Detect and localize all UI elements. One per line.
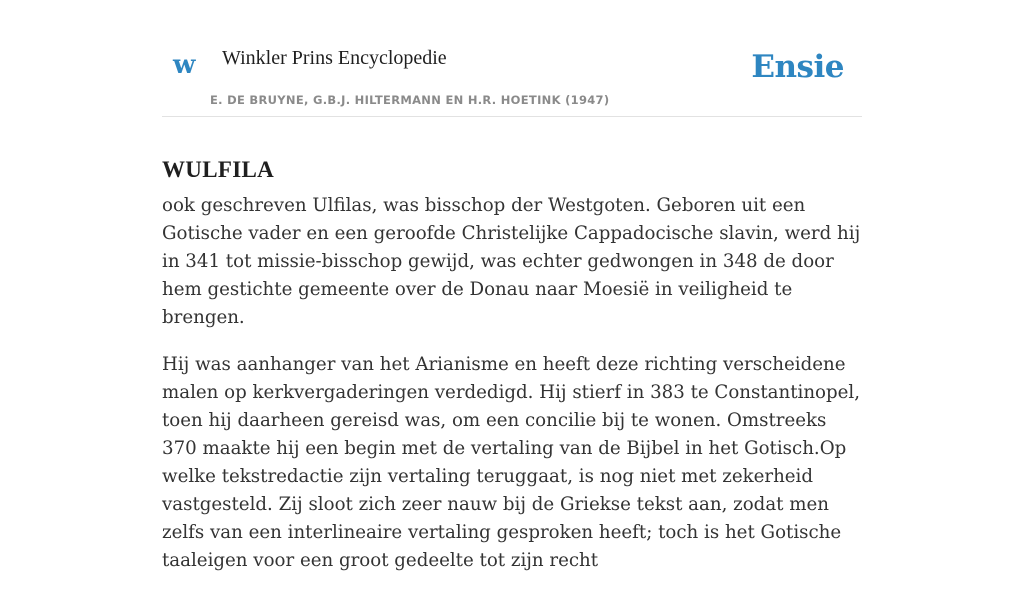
winkler-prins-logo[interactable]: w bbox=[173, 50, 196, 80]
ensie-brand-logo[interactable]: Ensie bbox=[751, 49, 844, 85]
publication-header bbox=[162, 0, 862, 117]
publication-authors: E. DE BRUYNE, G.B.J. HILTERMANN EN H.R. HOETINK (1947) bbox=[210, 93, 610, 107]
article-paragraph: Hij was aanhanger van het Arianisme en heeft deze richting verscheidene malen op kerkvergaderingen verdedigd. Hij stierf in 383 te Constantinopel, toen hij daarheen gereisd was, om een concilie bij te wonen. Omstreeks 370 maakte hij een begin met de vertaling van de Bijbel in het Gotisch.Op welke tekstredactie zijn vertaling teruggaat, is nog niet met zekerheid vastgesteld. Zij sloot zich zeer nauw bij de Griekse tekst aan, zodat men zelfs van een interlineaire vertaling gesproken heeft; toch is het Gotische taaleigen voor een groot gedeelte tot zijn recht bbox=[162, 354, 860, 571]
article-body bbox=[162, 192, 862, 594]
article-headword: WULFILA bbox=[162, 157, 275, 183]
article-paragraph: ook geschreven Ulfilas, was bisschop der Westgoten. Geboren uit een Gotische vader en een geroofde Christelijke Cappadocische slavin, werd hij in 341 tot missie-bisschop gewijd, was echter gedwongen in 348 de door hem gestichte gemeente over de Donau naar Moesië in veiligheid te brengen. bbox=[162, 195, 861, 328]
publication-title[interactable]: Winkler Prins Encyclopedie bbox=[222, 47, 447, 69]
